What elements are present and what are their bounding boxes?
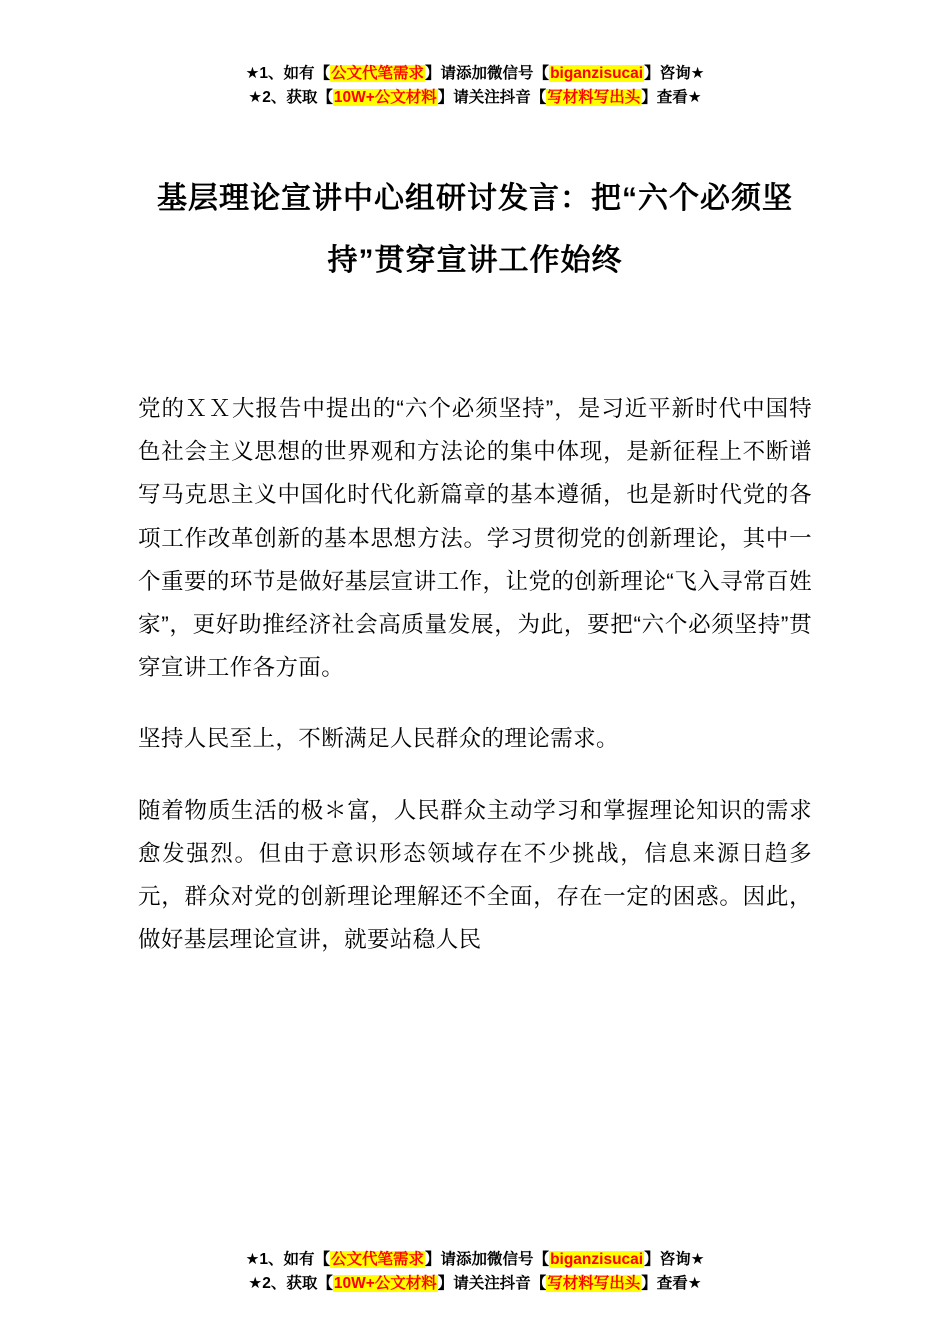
promo-top-line-1-middle: 】请添加微信号【 bbox=[425, 65, 550, 82]
promo-top-line-2-highlight-2: 写材料写出头 bbox=[547, 89, 641, 107]
promo-top-line-1-suffix: 】咨询★ bbox=[644, 65, 705, 82]
promo-banner-bottom bbox=[0, 1248, 950, 1296]
promo-bottom-line-1 bbox=[0, 1248, 950, 1272]
promo-top-line-2-highlight-1: 10W+公文材料 bbox=[333, 89, 437, 107]
promo-top-line-1-prefix: ★1、如有【 bbox=[245, 65, 331, 82]
promo-top-line-2-suffix: 】查看★ bbox=[641, 89, 702, 107]
paragraph-2: 坚持人民至上，不断满足人民群众的理论需求。 bbox=[138, 726, 619, 752]
promo-bottom-line-2-middle: 】请关注抖音【 bbox=[437, 1274, 547, 1292]
promo-bottom-line-1-highlight-1: 公文代笔需求 bbox=[331, 1250, 425, 1268]
promo-top-line-2-middle: 】请关注抖音【 bbox=[437, 89, 547, 107]
paragraph-3: 随着物质生活的极＊富，人民群众主动学习和掌握理论知识的需求愈发强烈。但由于意识形态领域存在不少挑战，信息来源日趋多元，群众对党的创新理论理解还不全面，存在一定的困惑。因此，做好基层理论宣讲，就要站稳人民 bbox=[138, 797, 812, 953]
promo-top-line-1 bbox=[138, 62, 812, 86]
promo-bottom-line-1-prefix: ★1、如有【 bbox=[245, 1250, 331, 1268]
promo-bottom-line-2-prefix: ★2、获取【 bbox=[248, 1274, 333, 1292]
promo-top-line-2-prefix: ★2、获取【 bbox=[248, 89, 333, 107]
promo-bottom-line-1-suffix: 】咨询★ bbox=[644, 1250, 705, 1268]
promo-bottom-line-2 bbox=[0, 1272, 950, 1296]
promo-top-line-1-highlight-2: biganzisucai bbox=[550, 65, 644, 82]
promo-bottom-line-1-highlight-2: biganzisucai bbox=[550, 1250, 644, 1268]
promo-top-line-2 bbox=[138, 86, 812, 110]
promo-bottom-line-2-suffix: 】查看★ bbox=[641, 1274, 702, 1292]
page-title: 基层理论宣讲中心组研讨发言：把“六个必须坚持”贯穿宣讲工作始终 bbox=[157, 182, 793, 277]
promo-bottom-line-1-middle: 】请添加微信号【 bbox=[425, 1250, 550, 1268]
promo-bottom-line-2-highlight-2: 写材料写出头 bbox=[547, 1274, 641, 1292]
promo-banner-top bbox=[138, 0, 812, 110]
document-body bbox=[138, 387, 812, 961]
promo-top-line-1-highlight-1: 公文代笔需求 bbox=[331, 65, 425, 82]
promo-bottom-line-2-highlight-1: 10W+公文材料 bbox=[333, 1274, 437, 1292]
paragraph-1: 党的ＸＸ大报告中提出的“六个必须坚持”，是习近平新时代中国特色社会主义思想的世界观和方法论的集中体现，是新征程上不断谱写马克思主义中国化时代化新篇章的基本遵循，也是新时代党的各项工作改革创新的基本思想方法。学习贯彻党的创新理论，其中一个重要的环节是做好基层宣讲工作，让党的创新理论“飞入寻常百姓家”，更好助推经济社会高质量发展，为此，要把“六个必须坚持”贯穿宣讲工作各方面。 bbox=[138, 396, 812, 681]
